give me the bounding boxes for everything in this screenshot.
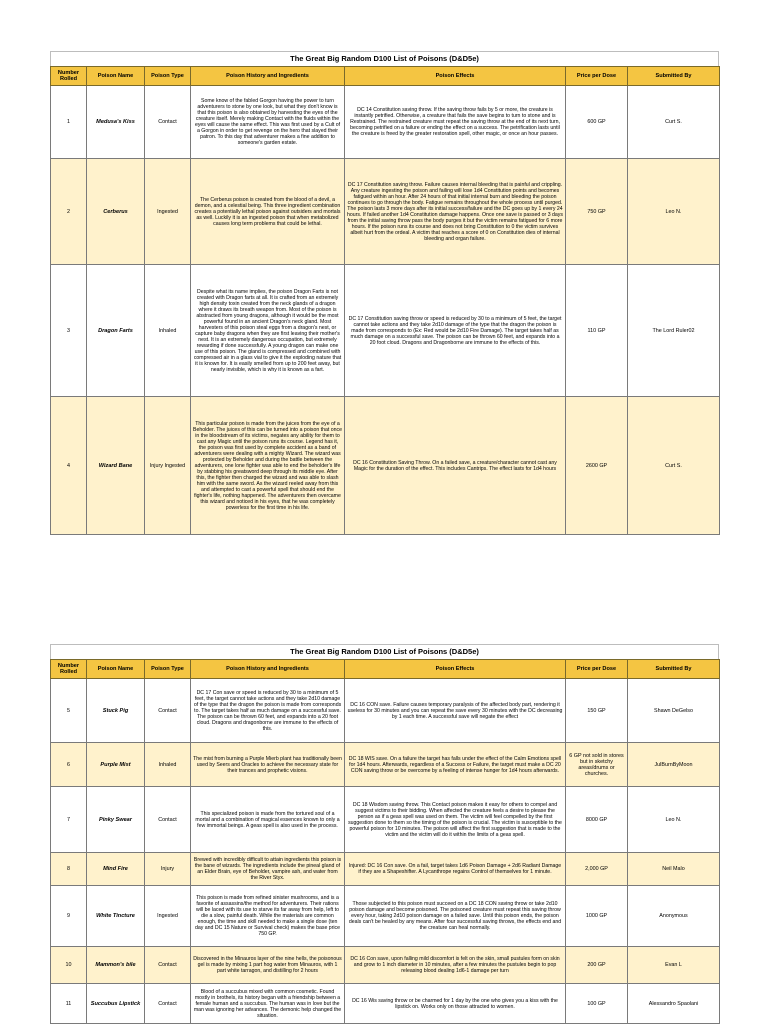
- cell-type: Contact: [145, 984, 191, 1024]
- table-row: [51, 787, 720, 853]
- cell-price: 8000 GP: [566, 787, 628, 853]
- cell-number: 4: [51, 397, 87, 535]
- cell-price: 150 GP: [566, 679, 628, 743]
- cell-history: This poison is made from refined sinister mushrooms, and is a favorite of assassins/the method for adventurers. Their rations will be laced with its use to starve its far away from help, left to die a slow, painful death. While the materials are common enough, the time and skill needed to make a single dose (ten day and DC 15 Nature or Survival check) makes the base price 750 GP.: [191, 886, 345, 947]
- cell-submitted-by: The Lord Ruler02: [628, 265, 720, 397]
- cell-type: Injury Ingested: [145, 397, 191, 535]
- cell-name: White Tincture: [87, 886, 145, 947]
- poison-table: [50, 659, 720, 1024]
- sheet-title: The Great Big Random D100 List of Poisons (D&D5e): [50, 644, 719, 659]
- cell-name: Dragon Farts: [87, 265, 145, 397]
- cell-name: Medusa's Kiss: [87, 86, 145, 159]
- cell-name: Stuck Pig: [87, 679, 145, 743]
- col-header-type: Poison Type: [145, 67, 191, 86]
- cell-price: 2,000 GP: [566, 853, 628, 886]
- cell-name: Pinky Swear: [87, 787, 145, 853]
- cell-history: Brewed with incredibly difficult to attain ingredients this poison is the bane of wizards. The ingredients include the pineal gland of an Elder Brain, eye of Beholder, vampire ash, and water from the River Styx.: [191, 853, 345, 886]
- cell-number: 9: [51, 886, 87, 947]
- cell-type: Ingested: [145, 886, 191, 947]
- cell-history: Some know of the fabled Gorgon having the power to turn adventurers to stone by one look, but what they don't know is that this poison is also obtained by harvesting the eyes of the creature itself. Merely making Contact with the fluids within the eyes will cause the same effect. This was first used by a Cult of a Gorgon in order to get revenge on the hero that slayed their patron. To this day that adventurer makes a fine addition to someone's garden estate.: [191, 86, 345, 159]
- cell-effects: DC 16 Constitution Saving Throw. On a failed save, a creature/character cannot cast any Magic for the duration of the effect. This includes Cantrips. The effect lasts for 1d4 hours: [345, 397, 566, 535]
- cell-name: Mammon's bile: [87, 947, 145, 984]
- cell-history: This particular poison is made from the juices from the eye of a Beholder. The juices of this can be turned into a poison that once in the bloodstream of its victims, negates any ability for them to cast any Magic until the poison runs its course. Legend has it, the poison was first used by complete accident as a band of adventurers were dealing with a mighty Wizard. The wizard was protected by Beholder and during the battle between the adventurers, one lone fighter was able to end the beholder's life by stabbing his greatsword deep through its middle eye. After this, the fighter then charged the wizard and was able to slash him with the same sword. As the wizard reeled away from this and attempted to cast a powerful spell that should end the fighter's life, nothing happened. The adventurers then overcame this wizard and noticed in his eyes, that he was completely powerless for the first time in his life.: [191, 397, 345, 535]
- cell-history: Blood of a succubus mixed with common cosmetic. Found mostly in brothels, its history began with a friendship between a female human and a succubus. The human was in love but the man was ignoring her advances. The demonic help changed the situation.: [191, 984, 345, 1024]
- cell-name: Wizard Bane: [87, 397, 145, 535]
- sheet-2: [50, 644, 719, 1024]
- cell-effects: DC 16 Wis saving throw or be charmed for 1 day by the one who gives you a kiss with the lipstick on. Works only on those attracted to women.: [345, 984, 566, 1024]
- cell-number: 3: [51, 265, 87, 397]
- cell-price: 200 GP: [566, 947, 628, 984]
- col-header-price: Price per Dose: [566, 660, 628, 679]
- cell-price: 110 GP: [566, 265, 628, 397]
- cell-submitted-by: Evan L: [628, 947, 720, 984]
- cell-submitted-by: Leo N.: [628, 787, 720, 853]
- cell-type: Inhaled: [145, 265, 191, 397]
- cell-submitted-by: Alessandro Spaolani: [628, 984, 720, 1024]
- cell-price: 6 GP not sold in stores but in sketchy areas/drums or churches.: [566, 743, 628, 787]
- poison-table: [50, 66, 720, 535]
- col-header-history: Poison History and Ingredients: [191, 660, 345, 679]
- table-row: [51, 886, 720, 947]
- col-header-name: Poison Name: [87, 67, 145, 86]
- cell-submitted-by: Curt S.: [628, 397, 720, 535]
- cell-effects: Injured: DC 16 Con save. On a fail, target takes 1d6 Poison Damage + 2d6 Radiant Damage if they are a Shapeshifter. A Lycanthrope regains Control of themselves for 1 minute.: [345, 853, 566, 886]
- cell-type: Contact: [145, 787, 191, 853]
- cell-price: 600 GP: [566, 86, 628, 159]
- cell-price: 100 GP: [566, 984, 628, 1024]
- col-header-history: Poison History and Ingredients: [191, 67, 345, 86]
- cell-history: The mist from burning a Purple Mierb plant has traditionally been used by Seers and Oracles to achieve the necessary state for their trances and prophetic visions.: [191, 743, 345, 787]
- col-header-effects: Poison Effects: [345, 67, 566, 86]
- cell-number: 1: [51, 86, 87, 159]
- cell-type: Contact: [145, 86, 191, 159]
- cell-effects: DC 16 CON save. Failure causes temporary paralysis of the affected body part, rendering it useless for 30 minutes and you can repeat the save every 30 minutes with the DC decreasing by 1 each time. A successful save will negate the effect: [345, 679, 566, 743]
- cell-name: Mind Fire: [87, 853, 145, 886]
- col-header-number: Number Rolled: [51, 660, 87, 679]
- cell-number: 5: [51, 679, 87, 743]
- col-header-number: Number Rolled: [51, 67, 87, 86]
- cell-effects: DC 18 WIS save. On a failure the target has falls under the effect of the Calm Emotions spell for 1d4 hours. Afterwards, regardless of a Success or Failure, the target must make a DC 20 CON saving throw or be overcome by a feeling of intense hunger for 1d4 hours afterwards.: [345, 743, 566, 787]
- cell-submitted-by: Neil Malo: [628, 853, 720, 886]
- cell-number: 6: [51, 743, 87, 787]
- cell-submitted-by: Leo N.: [628, 159, 720, 265]
- cell-number: 10: [51, 947, 87, 984]
- cell-name: Purple Mist: [87, 743, 145, 787]
- sheet-1: [50, 51, 719, 535]
- cell-price: 1000 GP: [566, 886, 628, 947]
- cell-type: Contact: [145, 947, 191, 984]
- cell-type: Contact: [145, 679, 191, 743]
- cell-effects: Those subjected to this poison must succeed on a DC 18 CON saving throw or take 2d10 poison damage and become poisoned. The poisoned creature must repeat this saving throw every hour, taking 2d10 poison damage on a failed save. Until this poison ends, the poison deals can't be healed by any means. After four successful saving throws, the effects end and the creature can heal normally.: [345, 886, 566, 947]
- cell-number: 2: [51, 159, 87, 265]
- col-header-submitted: Submitted By: [628, 67, 720, 86]
- sheet-title: The Great Big Random D100 List of Poisons (D&D5e): [50, 51, 719, 66]
- header-row: [51, 67, 720, 86]
- cell-history: Despite what its name implies, the poison Dragon Farts is not created with Dragon farts at all. It is crafted from an extremely high density toxin created from the neck glands of a dragon where it draws its breath weapon from. Most of the poison is abstracted from young dragons, although it would be the most powerful found in an ancient Dragon's neck gland. Most harvesters of this poison steal eggs from a dragon's nest, or capture baby dragons when they are first leaving their mother's nest. It is an extremely dangerous occupation, but extremely rewarding if done successfully. A young dragon can make one use of this poison. The gland is compressed and combined with compressed air in a glass vial to give it the exploding nature that it is known for. It is easily smelled from up to 200 feet away, but nearly invisible, which is why it is known as a fart.: [191, 265, 345, 397]
- cell-history: Discovered in the Minauros layer of the nine hells, the poisonous gel is made by mixing 1 part hog water from Minauros, with 1 part white tarragon, and distilling for 2 hours: [191, 947, 345, 984]
- cell-name: Cerberus: [87, 159, 145, 265]
- cell-submitted-by: Shawn DeGelso: [628, 679, 720, 743]
- table-row: [51, 984, 720, 1024]
- cell-name: Succubus Lipstick: [87, 984, 145, 1024]
- cell-submitted-by: JulBurnByMoon: [628, 743, 720, 787]
- cell-number: 11: [51, 984, 87, 1024]
- cell-type: Injury: [145, 853, 191, 886]
- cell-type: Inhaled: [145, 743, 191, 787]
- cell-submitted-by: Anonymous: [628, 886, 720, 947]
- cell-history: DC 17 Con save or speed is reduced by 30 to a minimum of 5 feet, the target cannot take actions and they take 2d10 damage of the type that the dragon the poison is made from corresponds to. The target takes half as much damage on a successful save. The poison can be thrown 60 feet, and expands into a 20 foot cloud. Dragons and dragonborne are immune to the effects of this.: [191, 679, 345, 743]
- cell-effects: DC 14 Constitution saving throw. If the saving throw fails by 5 or more, the creature is instantly petrified. Otherwise, a creature that fails the save begins to turn to stone and is Restrained. The restrained creature must repeat the saving throw at the end of its next turn, becoming petrified on a failure or ending the effect on a success. The petrification lasts until the creature is freed by the greater restoration spell, other magic, or once an hour passes.: [345, 86, 566, 159]
- col-header-effects: Poison Effects: [345, 660, 566, 679]
- cell-number: 7: [51, 787, 87, 853]
- cell-effects: DC 18 Wisdom saving throw. This Contact poison makes it easy for others to compel and suggest victims to their bidding. When affected the creature feels a desire to please the person as if a geas spell was used on them. The victim will feel compelled by the first suggestion done to them so the timing of the poison is crucial. The victim is susceptible to the powerful poison for 10 minutes. The poison will affect the first suggestion that is made to the victim and the victim will do it within the limits of a geas spell.: [345, 787, 566, 853]
- cell-history: The Cerberus poison is created from the blood of a devil, a demon, and a celestial being. This three ingredient combination creates a potentially lethal poison against outsiders and mortals as well. Luckily it is an ingested poison that when metabolized causes long term problems that could be lethal.: [191, 159, 345, 265]
- col-header-type: Poison Type: [145, 660, 191, 679]
- cell-effects: DC 16 Con save, upon falling mild discomfort is felt on the skin, small pustules form on skin and grow to 1 inch diameter in 10 minutes, after a few minutes the pustules begin to pop releasing blood dealing 1d6-1 damage per turn: [345, 947, 566, 984]
- cell-price: 2600 GP: [566, 397, 628, 535]
- col-header-submitted: Submitted By: [628, 660, 720, 679]
- table-row: [51, 86, 720, 159]
- table-row: [51, 853, 720, 886]
- table-row: [51, 679, 720, 743]
- table-row: [51, 159, 720, 265]
- table-row: [51, 397, 720, 535]
- table-row: [51, 947, 720, 984]
- cell-effects: DC 17 Constitution saving throw or speed is reduced by 30 to a minimum of 5 feet, the target cannot take actions and they take 2d10 damage of the type that the dragon the poison is made from corresponds to (Ex: Red would be 2d10 Fire Damage). The target takes half as much damage on a successful save. The poison can be thrown 60 feet, and expands into a 20 foot cloud. Dragons and Dragonborne are immune to the effects of this.: [345, 265, 566, 397]
- cell-effects: DC 17 Constitution saving throw. Failure causes internal bleeding that is painful and crippling. Any creature ingesting the poison and failing will lose 1d4 Constitution points and becomes fatigued within an hour. After 24 hours of that initial internal burn and bleeding the poison continues to go through the body. Fatigue remains throughout the whole process until purged. The poison lasts 3 more days after its initial success/failure and the DC goes up by 1 every 24 hours. If failed another 1d4 Constitution damage happens. Once one save is passed or 3 days from the initial saving throw pass the body purges it but the victim remains fatigued for 6 more hours. If the poison runs its course and does not bring Constitution to 0 the victim survives albeit hurt from the ordeal. A victim that reaches a score of 0 on Constitution dies of internal bleeding and organ failure.: [345, 159, 566, 265]
- cell-history: This specialized poison is made from the tortured soul of a mortal and a combination of magical essences known to only a few immortal beings. A geas spell is also used in the process.: [191, 787, 345, 853]
- cell-submitted-by: Curt S.: [628, 86, 720, 159]
- cell-price: 750 GP: [566, 159, 628, 265]
- cell-number: 8: [51, 853, 87, 886]
- header-row: [51, 660, 720, 679]
- col-header-name: Poison Name: [87, 660, 145, 679]
- table-row: [51, 265, 720, 397]
- table-row: [51, 743, 720, 787]
- cell-type: Ingested: [145, 159, 191, 265]
- col-header-price: Price per Dose: [566, 67, 628, 86]
